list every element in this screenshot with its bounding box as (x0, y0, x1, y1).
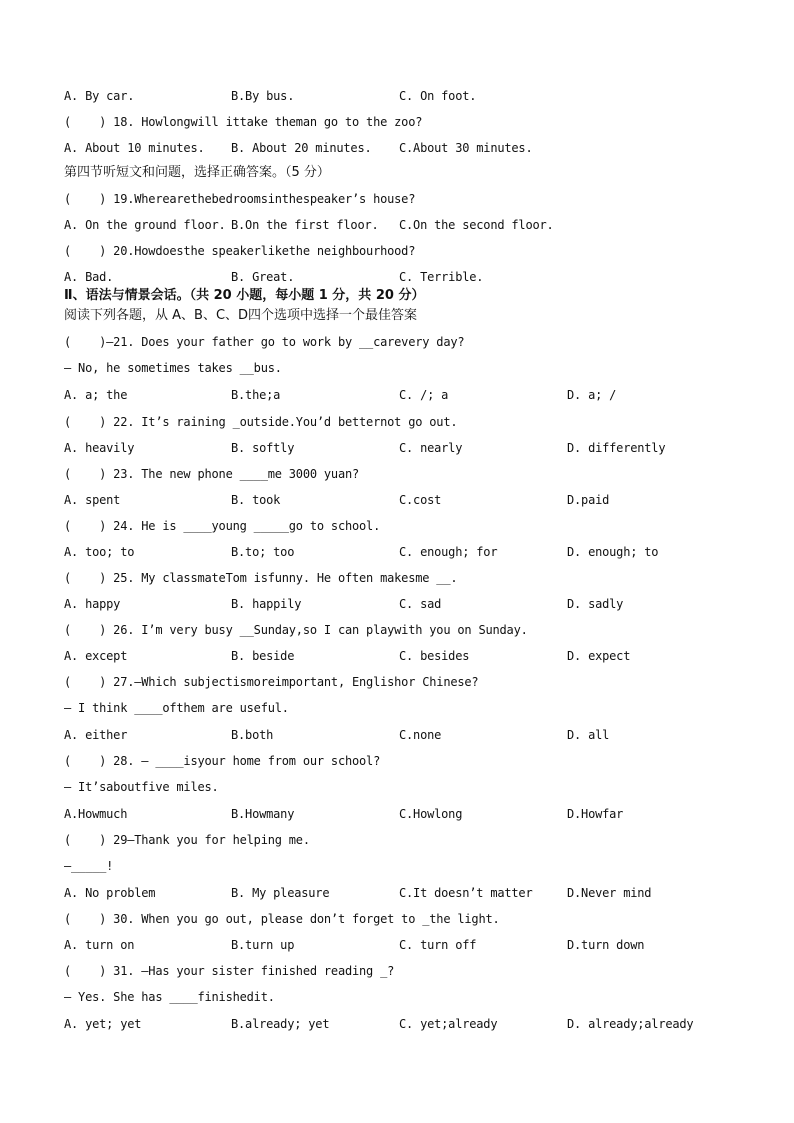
part2-heading: Ⅱ、语法与情景会话。（共 20 小题，每小题 1 分，共 20 分） (64, 288, 425, 303)
option-a: A. except (64, 649, 128, 663)
question-26: ( ) 26. I’m very busy __Sunday,so I can playwith you on Sunday. (64, 623, 528, 637)
option-c: C.Howlong (399, 807, 463, 821)
question-27-reply: — I think ____ofthem are useful. (64, 701, 289, 715)
option-c: C.About 30 minutes. (399, 141, 533, 155)
q20-options (64, 268, 484, 286)
option-c: C.cost (399, 493, 442, 507)
option-b: B.By bus. (231, 89, 295, 103)
option-c: C. besides (399, 649, 470, 663)
option-a: A. heavily (64, 441, 135, 455)
option-d: D. all (567, 728, 610, 742)
question-21-reply: — No, he sometimes takes __bus. (64, 361, 282, 375)
option-b: B. softly (231, 441, 295, 455)
option-d: D.Howfar (567, 807, 624, 821)
q17-options (64, 87, 477, 105)
question-30: ( ) 30. When you go out, please don’t forget to _the light. (64, 912, 500, 926)
q30-options (64, 936, 645, 954)
q25-options (64, 595, 624, 613)
q22-options (64, 439, 666, 457)
option-a: A. About 10 minutes. (64, 141, 205, 155)
option-a: A. No problem (64, 886, 156, 900)
option-a: A. a; the (64, 388, 128, 402)
option-c: C. enough; for (399, 545, 498, 559)
option-d: D. differently (567, 441, 666, 455)
option-a: A.Howmuch (64, 807, 128, 821)
option-d: D. expect (567, 649, 631, 663)
part2-instruction: 阅读下列各题，从 A、B、C、D四个选项中选择一个最佳答案 (64, 308, 418, 323)
option-a: A. spent (64, 493, 121, 507)
option-b: B. took (231, 493, 281, 507)
q18-options (64, 139, 533, 157)
option-b: B.to; too (231, 545, 295, 559)
question-29-reply: —_____! (64, 859, 114, 873)
q31-options (64, 1015, 694, 1033)
option-a: A. happy (64, 597, 121, 611)
option-a: A. On the ground floor. (64, 218, 226, 232)
option-d: D. a; / (567, 388, 617, 402)
option-b: B. beside (231, 649, 295, 663)
option-b: B.turn up (231, 938, 295, 952)
option-a: A. either (64, 728, 128, 742)
option-a: A. Bad. (64, 270, 114, 284)
option-b: B.On the first floor. (231, 218, 379, 232)
option-c: C. yet;already (399, 1017, 498, 1031)
question-28-reply: — It’saboutfive miles. (64, 780, 219, 794)
option-d: D.Never mind (567, 886, 652, 900)
option-c: C.It doesn’t matter (399, 886, 533, 900)
question-24: ( ) 24. He is ____young _____go to school. (64, 519, 381, 533)
option-b: B.already; yet (231, 1017, 330, 1031)
question-31-reply: — Yes. She has ____finishedit. (64, 990, 275, 1004)
question-27: ( ) 27.—Which subjectismoreimportant, Englishor Chinese? (64, 675, 479, 689)
question-20: ( ) 20.Howdoesthe speakerlikethe neighbourhood? (64, 244, 416, 258)
option-c: C.none (399, 728, 442, 742)
option-b: B.Howmany (231, 807, 295, 821)
q29-options (64, 884, 652, 902)
question-22: ( ) 22. It’s raining _outside.You’d betternot go out. (64, 415, 458, 429)
question-19: ( ) 19.Wherearethebedroomsinthespeaker’s house? (64, 192, 416, 206)
option-c: C. turn off (399, 938, 477, 952)
option-d: D. enough; to (567, 545, 659, 559)
q23-options (64, 491, 610, 509)
option-c: C. nearly (399, 441, 463, 455)
option-c: C. /; a (399, 388, 449, 402)
option-b: B. My pleasure (231, 886, 330, 900)
section4-heading: 第四节听短文和问题，选择正确答案。（5 分） (64, 165, 330, 180)
option-d: D.turn down (567, 938, 645, 952)
q28-options (64, 805, 624, 823)
option-b: B.the;a (231, 388, 281, 402)
option-b: B.both (231, 728, 274, 742)
option-d: D.paid (567, 493, 610, 507)
option-b: B. happily (231, 597, 302, 611)
option-a: A. turn on (64, 938, 135, 952)
option-c: C. sad (399, 597, 442, 611)
option-d: D. already;already (567, 1017, 694, 1031)
option-c: C.On the second floor. (399, 218, 554, 232)
q19-options (64, 216, 554, 234)
option-c: C. Terrible. (399, 270, 484, 284)
question-21: ( )—21. Does your father go to work by __carevery day? (64, 335, 465, 349)
question-28: ( ) 28. — ____isyour home from our school? (64, 754, 381, 768)
question-31: ( ) 31. —Has your sister finished reading _? (64, 964, 395, 978)
q26-options (64, 647, 631, 665)
question-25: ( ) 25. My classmateTom isfunny. He often makesme __. (64, 571, 458, 585)
option-b: B. Great. (231, 270, 295, 284)
question-18: ( ) 18. Howlongwill ittake theman go to the zoo? (64, 115, 423, 129)
question-29: ( ) 29—Thank you for helping me. (64, 833, 310, 847)
q21-options (64, 386, 617, 404)
option-a: A. yet; yet (64, 1017, 142, 1031)
question-23: ( ) 23. The new phone ____me 3000 yuan? (64, 467, 360, 481)
option-b: B. About 20 minutes. (231, 141, 372, 155)
option-d: D. sadly (567, 597, 624, 611)
option-c: C. On foot. (399, 89, 477, 103)
option-a: A. too; to (64, 545, 135, 559)
q27-options (64, 726, 610, 744)
option-a: A. By car. (64, 89, 135, 103)
q24-options (64, 543, 659, 561)
